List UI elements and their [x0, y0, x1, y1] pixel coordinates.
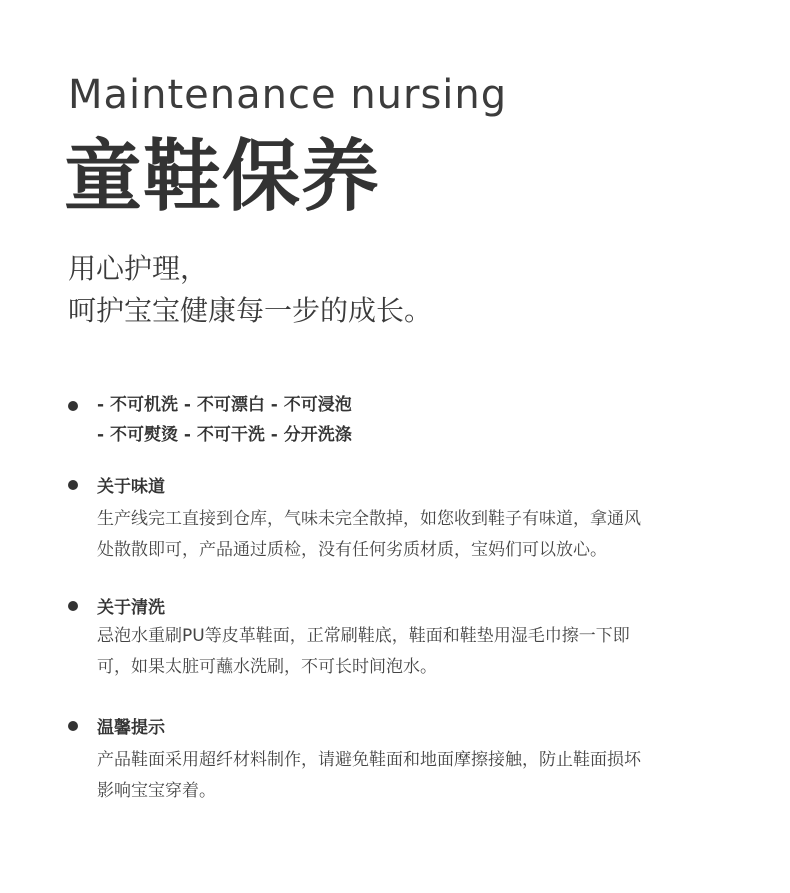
section-body [97, 621, 737, 683]
body-line: 影响宝宝穿着。 [97, 781, 216, 801]
care-rule-line-1: - 不可机洗 - 不可漂白 - 不可浸泡 [97, 395, 352, 415]
english-title: Maintenance nursing [68, 72, 508, 118]
section-title: 温馨提示 [97, 718, 165, 738]
section-body [97, 745, 737, 807]
body-line: 忌泡水重刷PU等皮革鞋面，正常刷鞋底，鞋面和鞋垫用湿毛巾擦一下即 [97, 626, 630, 646]
section-title: 关于清洗 [97, 598, 165, 618]
bullet-icon [68, 401, 78, 411]
subtitle-line-2: 呵护宝宝健康每一步的成长。 [68, 294, 433, 327]
body-line: 生产线完工直接到仓库，气味未完全散掉，如您收到鞋子有味道，拿通风 [97, 509, 641, 529]
subtitle-line-1: 用心护理， [68, 252, 209, 285]
bullet-icon [68, 480, 78, 490]
subtitle [68, 248, 432, 332]
care-rule-line-2: - 不可熨烫 - 不可干洗 - 分开洗涤 [97, 425, 352, 445]
smell-section [68, 472, 738, 572]
body-line: 可，如果太脏可蘸水洗刷，不可长时间泡水。 [97, 657, 437, 677]
body-line: 处散散即可，产品通过质检，没有任何劣质材质，宝妈们可以放心。 [97, 540, 607, 560]
section-title: 关于味道 [97, 477, 165, 497]
section-body [97, 504, 737, 566]
washing-section [68, 593, 738, 693]
tips-section [68, 713, 738, 813]
bullet-icon [68, 721, 78, 731]
care-rules-section [68, 390, 738, 450]
bullet-icon [68, 601, 78, 611]
body-line: 产品鞋面采用超纤材料制作，请避免鞋面和地面摩擦接触，防止鞋面损坏 [97, 750, 641, 770]
chinese-title: 童鞋保养 [64, 132, 381, 222]
